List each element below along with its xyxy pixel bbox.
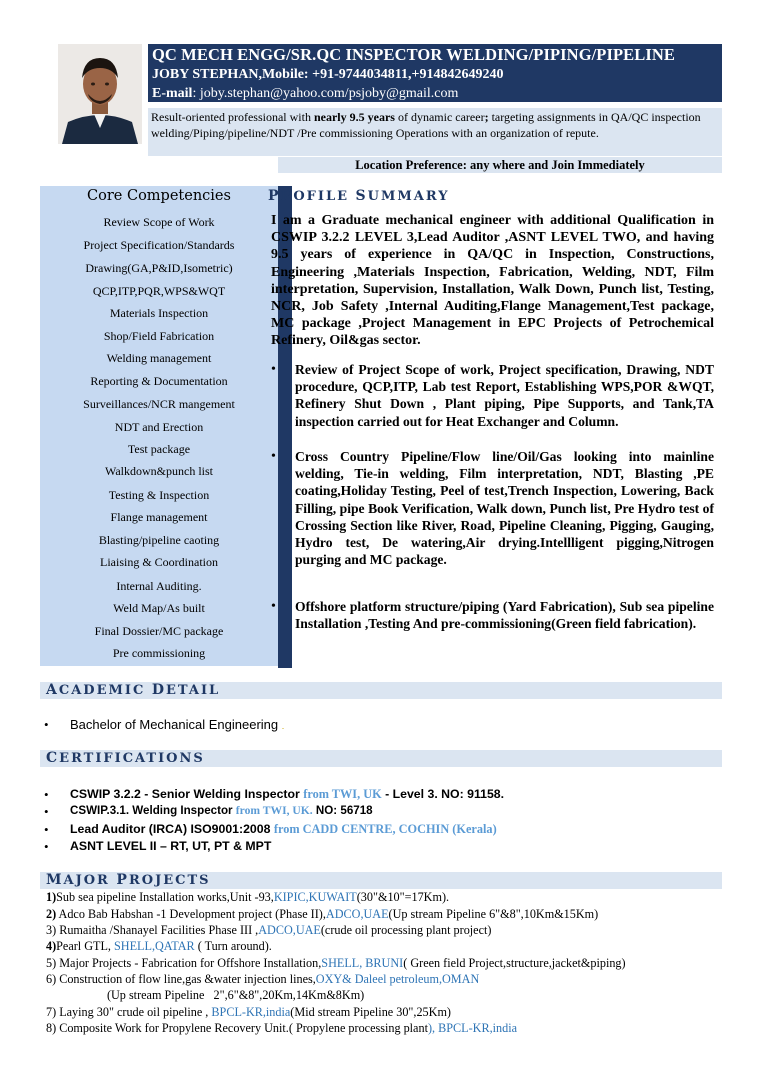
project-line: 5) Major Projects - Fabrication for Offshore Installation,SHELL, BRUNI( Green field Project,structure,jacket&piping) (46, 956, 626, 970)
competency-item: Blasting/pipeline caoting (98, 533, 220, 547)
certification-item: ASNT LEVEL II – RT, UT, PT & MPT (70, 839, 272, 853)
competency-item: Internal Auditing. (116, 579, 202, 593)
project-line: 1)Sub sea pipeline Installation works,Unit -93,KIPIC,KUWAIT(30"&10"=17Km). (46, 890, 450, 904)
project-line: (Up stream Pipeline 2",6"&8",20Km,14Km&8Km) (46, 988, 365, 1002)
resume-header (148, 44, 722, 102)
avatar (58, 44, 142, 144)
email-label: E-mail (152, 86, 193, 101)
email-line (152, 86, 458, 102)
competency-item: Project Specification/Standards (83, 238, 235, 252)
profile-bullet: Cross Country Pipeline/Flow line/Oil/Gas looking into mainline welding, Tie-in welding, Film interpretation, NDT, Blasting ,PE coating,Holiday Testing, Peel of test,Trench Inspection, Lowering, Back Filling, pipe Book Verification, Walk down, Punch list, Pre Hydro test of Crossing Section like River, Road, Pipeline Cleaning, Pigging, Gauging, Hydro test, De watering,Air drying.Intellligent pigging,Nitrogen purging and MC package. (295, 449, 714, 568)
project-line: 7) Laying 30" crude oil pipeline , BPCL-KR,india(Mid stream Pipeline 30",25Km) (46, 1005, 451, 1019)
competency-item: Reporting & Documentation (90, 374, 228, 388)
competency-item: Walkdown&punch list (104, 464, 214, 478)
competency-item: Drawing(GA,P&ID,Isometric) (85, 261, 233, 275)
competency-item: Weld Map/As built (113, 601, 205, 615)
academic-degree: Bachelor of Mechanical Engineering . (70, 717, 285, 732)
bullet-icon: • (44, 787, 49, 802)
projects-title: MAJOR PROJECTS (46, 872, 211, 888)
bullet-icon: • (271, 599, 276, 614)
job-title: QC MECH ENGG/SR.QC INSPECTOR WELDING/PIPING/PIPELINE (152, 45, 676, 64)
competency-item: Shop/Field Fabrication (103, 329, 215, 343)
profile-bullet: Offshore platform structure/piping (Yard Fabrication), Sub sea pipeline Installation ,Testing And pre-commissioning(Green field fabrication). (295, 599, 714, 632)
profile-summary-text: I am a Graduate mechanical engineer with additional Qualification in CSWIP 3.2.2 LEVEL 3,Lead Auditor ,ASNT LEVEL TWO, and having 9.5 years of experience in QA/QC in Inspection, Constructions, Engineering ,Materials Inspection, Fabrication, Welding, NDT, Film interpretation, Supervision, Installation, Walk Down, Punch list, Testing, NCR, Job Safety ,Internal Auditing,Flange Management,Test package, MC package ,Project Management in EPC Projects of Petrochemical Refinery, Oil&gas sector. (271, 213, 714, 349)
competency-item: Review Scope of Work (103, 215, 215, 229)
project-line: 3) Rumaitha /Shanayel Facilities Phase III ,ADCO,UAE(crude oil processing plant project) (46, 923, 492, 937)
competency-item: NDT and Erection (114, 420, 204, 434)
profile-summary-title: PROFILE SUMMARY (268, 188, 450, 204)
competency-item: Testing & Inspection (108, 488, 210, 502)
email-value[interactable]: : joby.stephan@yahoo.com/psjoby@gmail.com (192, 86, 459, 101)
competency-item: Flange management (110, 510, 208, 524)
certification-item: Lead Auditor (IRCA) ISO9001:2008 from CADD CENTRE, COCHIN (Kerala) (70, 822, 497, 836)
competency-item: Surveillances/NCR mangement (83, 397, 235, 411)
bullet-icon: • (271, 449, 276, 464)
certifications-title: CERTIFICATIONS (46, 750, 205, 766)
project-line: 8) Composite Work for Propylene Recovery Unit.( Propylene processing plant), BPCL-KR,india (46, 1021, 517, 1035)
project-line: 4)Pearl GTL, SHELL,QATAR ( Turn around). (46, 939, 272, 953)
competency-item: Welding management (106, 351, 212, 365)
competency-item: Materials Inspection (109, 306, 209, 320)
competency-item: Test package (127, 442, 191, 456)
location-preference: Location Preference: any where and Join Immediately (355, 158, 645, 172)
certification-item: CSWIP 3.2.2 - Senior Welding Inspector from TWI, UK - Level 3. NO: 91158. (70, 787, 505, 801)
competency-item: Final Dossier/MC package (94, 624, 224, 638)
competency-item: Pre commissioning (112, 646, 206, 660)
profile-photo (58, 44, 142, 144)
academic-title: ACADEMIC DETAIL (46, 682, 221, 698)
bullet-icon: • (271, 362, 276, 377)
bullet-icon: • (44, 839, 49, 854)
bullet-icon: • (44, 822, 49, 837)
project-line: 6) Construction of flow line,gas &water injection lines,OXY& Daleel petroleum,OMAN (46, 972, 480, 986)
bullet-icon: • (44, 717, 49, 732)
bullet-icon: • (44, 804, 49, 819)
name-mobile: JOBY STEPHAN,Mobile: +91-9744034811,+914842649240 (152, 67, 504, 82)
project-line: 2) Adco Bab Habshan -1 Development project (Phase II),ADCO,UAE(Up stream Pipeline 6"&8",10Km&15Km) (46, 907, 599, 921)
certification-item: CSWIP.3.1. Welding Inspector from TWI, UK. NO: 56718 (70, 804, 373, 817)
competency-item: QCP,ITP,PQR,WPS&WQT (92, 284, 226, 298)
competency-item: Liaising & Coordination (100, 555, 218, 569)
profile-bullet: Review of Project Scope of work, Project specification, Drawing, NDT procedure, QCP,ITP, Lab test Report, Establishing WPS,POR &WQT, Refinery Shut Down , Plant piping, Pipe Supports, and Tank,TA inspection carried out for Heat Exchanger and Column. (295, 362, 714, 429)
objective-text: Result-oriented professional with nearly 9.5 years of dynamic career; targeting assignments in QA/QC inspection welding/Piping/pipeline/NDT /Pre commissioning Operations with an organization of repute. (151, 110, 701, 140)
competencies-title: Core Competencies (87, 188, 231, 204)
